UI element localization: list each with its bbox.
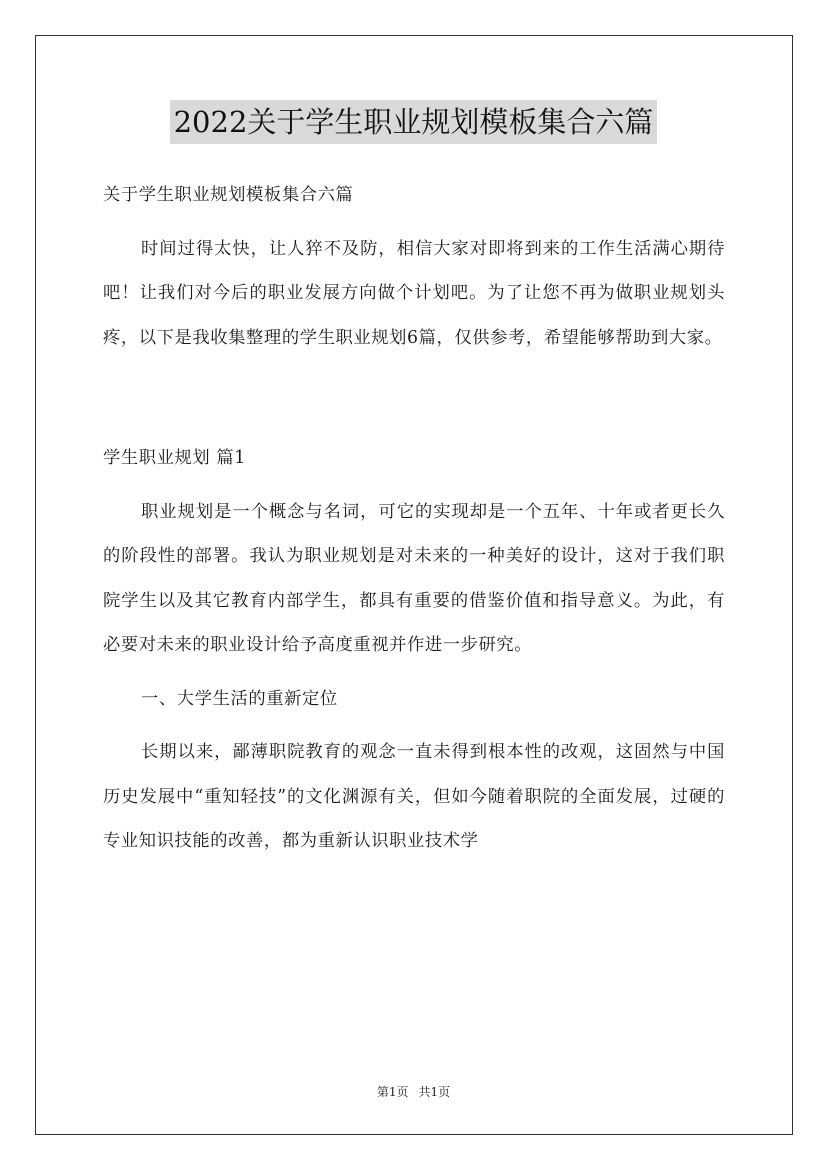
document-title: 2022关于学生职业规划模板集合六篇 [170,100,658,144]
document-body [103,173,725,864]
document-subtitle: 关于学生职业规划模板集合六篇 [103,185,354,205]
title-container [0,100,827,144]
section-subheading: 一、大学生活的重新定位 [141,688,338,709]
section-heading: 学生职业规划 篇1 [103,448,246,468]
page-total: 共1页 [418,1085,451,1099]
page-footer [0,1083,827,1100]
page-number: 第1页 [376,1085,409,1099]
section-paragraph: 职业规划是一个概念与名词，可它的实现却是一个五年、十年或者更长久的阶段性的部署。我认为职业规划是对未来的一种美好的设计，这对于我们职院学生以及其它教育内部学生，都具有重要的借鉴价值和指导意义。为此，有必要对未来的职业设计给予高度重视并作进一步研究。 [103,501,725,655]
section-paragraph-2: 长期以来，鄙薄职院教育的观念一直未得到根本性的改观，这固然与中国历史发展中“重知轻技”的文化渊源有关，但如今随着职院的全面发展，过硬的专业知识技能的改善，都为重新认识职业技术学 [103,742,725,851]
intro-paragraph: 时间过得太快，让人猝不及防，相信大家对即将到来的工作生活满心期待吧！让我们对今后的职业发展方向做个计划吧。为了让您不再为做职业规划头疼，以下是我收集整理的学生职业规划6篇，仅供参考，希望能够帮助到大家。 [103,238,725,348]
